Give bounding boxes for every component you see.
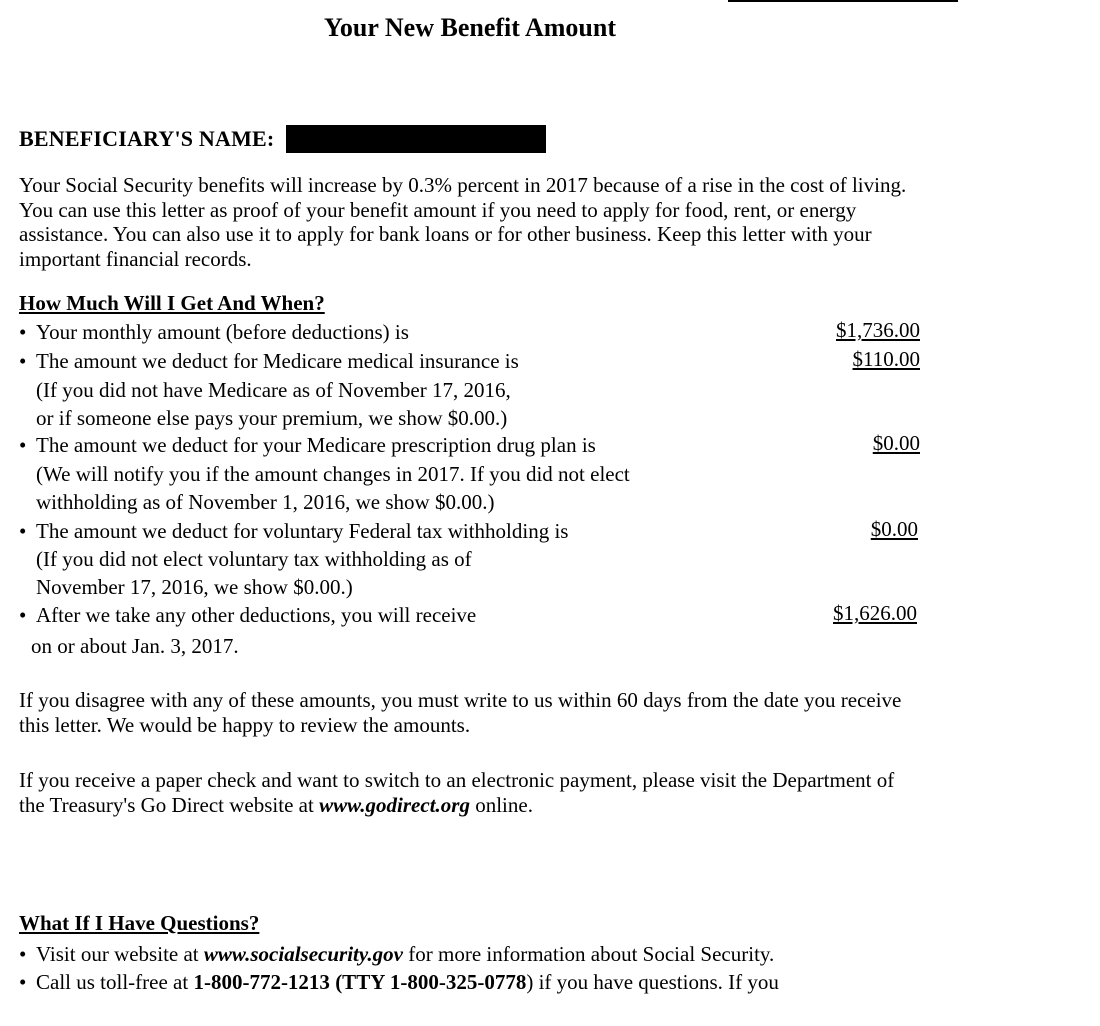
intro-paragraph: Your Social Security benefits will increase by 0.3% percent in 2017 because of a rise in the cost of living. You can use this letter as proof of your benefit amount if you need to apply for food, rent, or energy assistance. You can also use it to apply for bank loans or for other business. Keep this letter with your important financial records. [19, 173, 907, 271]
questions-item-website [19, 940, 1019, 968]
amount-net: $1,626.00 [833, 601, 917, 625]
call-text: Call us toll-free at [36, 970, 194, 994]
godirect-text: If you receive a paper check and want to switch to an electronic payment, please visit the Department of the Treasury's Go Direct website at [19, 768, 895, 817]
bullet: • [19, 349, 27, 373]
questions-heading: What If I Have Questions? [19, 911, 260, 935]
phone-number: 1-800-772-1213 [193, 970, 330, 994]
amount-tax: $0.00 [870, 517, 918, 541]
bullet: • [19, 519, 27, 543]
tty-number: 1-800-325-0778 [389, 970, 527, 994]
godirect-text-end: online. [469, 792, 533, 817]
bullet: • [19, 603, 27, 627]
godirect-link[interactable]: www.godirect.org [319, 792, 470, 817]
bullet: • [19, 970, 27, 994]
godirect-paragraph [19, 768, 919, 817]
beneficiary-name-row [19, 124, 546, 154]
item-text: Your monthly amount (before deductions) is [36, 320, 409, 344]
amount-monthly: $1,736.00 [836, 318, 920, 342]
item-text: After we take any other deductions, you will receive [36, 603, 477, 627]
note-drug-plan-2: withholding as of November 1, 2016, we show $0.00.) [36, 490, 495, 514]
item-text: The amount we deduct for Medicare medical insurance is [36, 349, 519, 373]
tty-label: (TTY [329, 970, 390, 994]
note-tax-1: (If you did not elect voluntary tax withholding as of [36, 547, 472, 571]
visit-text: Visit our website at [36, 942, 204, 966]
beneficiary-name-label: BENEFICIARY'S NAME: [19, 126, 275, 151]
how-much-heading: How Much Will I Get And When? [19, 291, 325, 315]
note-tax-2: November 17, 2016, we show $0.00.) [36, 575, 353, 599]
disagree-paragraph: If you disagree with any of these amounts, you must write to us within 60 days from the date you receive this letter. We would be happy to review the amounts. [19, 688, 902, 737]
amount-medicare: $110.00 [852, 347, 920, 371]
note-net-date: on or about Jan. 3, 2017. [31, 634, 239, 658]
bullet: • [19, 433, 27, 457]
note-drug-plan-1: (We will notify you if the amount changes in 2017. If you did not elect [36, 462, 630, 486]
redacted-name [286, 125, 546, 153]
note-medicare-1: (If you did not have Medicare as of November 17, 2016, [36, 378, 511, 402]
questions-item-phone [19, 968, 1019, 996]
item-text: The amount we deduct for your Medicare prescription drug plan is [36, 433, 596, 457]
bullet: • [19, 320, 27, 344]
note-medicare-2: or if someone else pays your premium, we show $0.00.) [36, 406, 508, 430]
amount-drug-plan: $0.00 [872, 431, 920, 455]
item-text: The amount we deduct for voluntary Federal tax withholding is [36, 519, 569, 543]
visit-text-end: for more information about Social Security. [403, 942, 775, 966]
page-title: Your New Benefit Amount [323, 13, 617, 42]
top-rule [728, 0, 958, 2]
bullet: • [19, 942, 27, 966]
call-text-end: ) if you have questions. If you [526, 970, 779, 994]
socialsecurity-link[interactable]: www.socialsecurity.gov [203, 942, 403, 966]
